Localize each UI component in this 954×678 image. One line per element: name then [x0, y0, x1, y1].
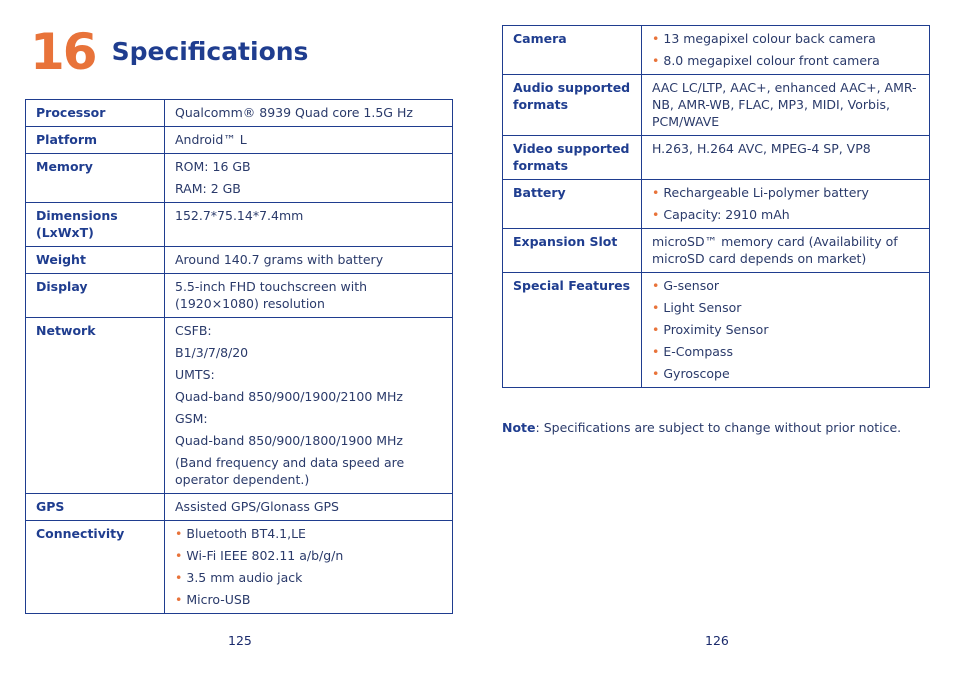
bullet-icon: • — [175, 526, 183, 541]
spec-value — [642, 180, 930, 229]
spec-bullet-text: Wi-Fi IEEE 802.11 a/b/g/n — [186, 548, 344, 563]
spec-value — [165, 521, 453, 614]
bullet-icon: • — [652, 278, 660, 293]
bullet-icon: • — [652, 344, 660, 359]
spec-bullet-item — [175, 525, 442, 542]
spec-bullet-text: Gyroscope — [663, 366, 730, 381]
spec-bullet-text: Capacity: 2910 mAh — [663, 207, 790, 222]
spec-bullet-item — [652, 365, 919, 382]
spec-bullet-text: Rechargeable Li-polymer battery — [663, 185, 869, 200]
spec-row — [26, 521, 453, 614]
spec-row — [26, 203, 453, 247]
bullet-icon: • — [652, 31, 660, 46]
spec-key: Audio supported formats — [503, 75, 642, 136]
bullet-icon: • — [652, 322, 660, 337]
chapter-header — [30, 22, 308, 82]
spec-bullet-item — [175, 591, 442, 608]
spec-value — [642, 26, 930, 75]
spec-value — [165, 274, 453, 318]
spec-value-line: Qualcomm® 8939 Quad core 1.5G Hz — [175, 105, 413, 120]
spec-row — [503, 136, 930, 180]
spec-row — [503, 26, 930, 75]
spec-bullet-item — [652, 321, 919, 338]
spec-key: Weight — [26, 247, 165, 274]
spec-bullet-item — [175, 547, 442, 564]
spec-bullet-text: Light Sensor — [663, 300, 742, 315]
spec-key: Special Features — [503, 273, 642, 388]
spec-value — [642, 136, 930, 180]
spec-value — [165, 203, 453, 247]
spec-key: Expansion Slot — [503, 229, 642, 273]
spec-key: Platform — [26, 127, 165, 154]
bullet-icon: • — [175, 548, 183, 563]
spec-value-line: microSD™ memory card (Availability of microSD card depends on market) — [652, 234, 898, 266]
spec-key: GPS — [26, 494, 165, 521]
spec-value-line: 5.5-inch FHD touchscreen with (1920×1080) resolution — [175, 279, 368, 311]
note — [502, 420, 901, 435]
spec-value-line: ROM: 16 GB — [175, 159, 251, 174]
spec-key: Display — [26, 274, 165, 318]
spec-key: Battery — [503, 180, 642, 229]
bullet-icon: • — [652, 300, 660, 315]
spec-value-line: H.263, H.264 AVC, MPEG-4 SP, VP8 — [652, 141, 871, 156]
chapter-title: Specifications — [111, 37, 309, 66]
spec-bullet-text: Micro-USB — [186, 592, 251, 607]
spec-value-line: Quad-band 850/900/1900/2100 MHz — [175, 389, 403, 404]
bullet-icon: • — [175, 570, 183, 585]
spec-row — [26, 247, 453, 274]
spec-value-line: Around 140.7 grams with battery — [175, 252, 384, 267]
note-text: : Specifications are subject to change without prior notice. — [535, 420, 902, 435]
spec-value-line: RAM: 2 GB — [175, 181, 241, 196]
spec-value-line: 152.7*75.14*7.4mm — [175, 208, 304, 223]
bullet-icon: • — [652, 53, 660, 68]
spec-value-line: B1/3/7/8/20 — [175, 345, 249, 360]
spec-bullet-text: 3.5 mm audio jack — [186, 570, 303, 585]
spec-key: Camera — [503, 26, 642, 75]
spec-value — [165, 494, 453, 521]
spec-value-line: CSFB: — [175, 323, 212, 338]
page-number-right: 126 — [705, 633, 729, 648]
bullet-icon: • — [652, 185, 660, 200]
spec-bullet-item — [652, 184, 919, 201]
spec-key: Video supported formats — [503, 136, 642, 180]
spec-key: Processor — [26, 100, 165, 127]
spec-value-line: UMTS: — [175, 367, 215, 382]
spec-value — [165, 127, 453, 154]
spec-row — [26, 127, 453, 154]
left-spec-table — [25, 99, 453, 614]
spec-value — [642, 75, 930, 136]
right-page — [477, 0, 954, 678]
spec-bullet-item — [652, 277, 919, 294]
bullet-icon: • — [652, 366, 660, 381]
spec-bullet-item — [652, 299, 919, 316]
spec-key: Memory — [26, 154, 165, 203]
spec-bullet-text: Proximity Sensor — [663, 322, 769, 337]
spec-value-line: Quad-band 850/900/1800/1900 MHz — [175, 433, 403, 448]
spec-bullet-item — [652, 52, 919, 69]
spec-value — [642, 229, 930, 273]
page-number-left: 125 — [228, 633, 252, 648]
spec-bullet-text: Bluetooth BT4.1,LE — [186, 526, 306, 541]
spec-row — [26, 154, 453, 203]
spec-value-line: GSM: — [175, 411, 208, 426]
spec-value-line: Android™ L — [175, 132, 247, 147]
spec-bullet-text: 13 megapixel colour back camera — [663, 31, 876, 46]
spec-value-line: (Band frequency and data speed are operator dependent.) — [175, 455, 405, 487]
right-spec-table — [502, 25, 930, 388]
spec-row — [503, 273, 930, 388]
spec-row — [503, 229, 930, 273]
bullet-icon: • — [652, 207, 660, 222]
spec-value — [165, 100, 453, 127]
spec-row — [503, 75, 930, 136]
spec-value — [165, 318, 453, 494]
spec-key: Dimensions (LxWxT) — [26, 203, 165, 247]
spec-row — [503, 180, 930, 229]
spec-row — [26, 274, 453, 318]
spec-bullet-text: G-sensor — [663, 278, 719, 293]
spec-value-line: AAC LC/LTP, AAC+, enhanced AAC+, AMR-NB, AMR-WB, FLAC, MP3, MIDI, Vorbis, PCM/WAVE — [652, 80, 917, 129]
spec-value-line: Assisted GPS/Glonass GPS — [175, 499, 339, 514]
spec-row — [26, 318, 453, 494]
spec-bullet-item — [652, 343, 919, 360]
spec-key: Connectivity — [26, 521, 165, 614]
spec-key: Network — [26, 318, 165, 494]
spec-value — [165, 154, 453, 203]
spec-bullet-item — [652, 30, 919, 47]
spec-value — [165, 247, 453, 274]
spec-bullet-text: E-Compass — [663, 344, 733, 359]
bullet-icon: • — [175, 592, 183, 607]
spec-row — [26, 100, 453, 127]
spec-value — [642, 273, 930, 388]
spec-row — [26, 494, 453, 521]
spec-bullet-text: 8.0 megapixel colour front camera — [663, 53, 880, 68]
note-label: Note — [502, 420, 536, 435]
spec-bullet-item — [652, 206, 919, 223]
chapter-number: 16 — [30, 23, 96, 81]
spec-bullet-item — [175, 569, 442, 586]
